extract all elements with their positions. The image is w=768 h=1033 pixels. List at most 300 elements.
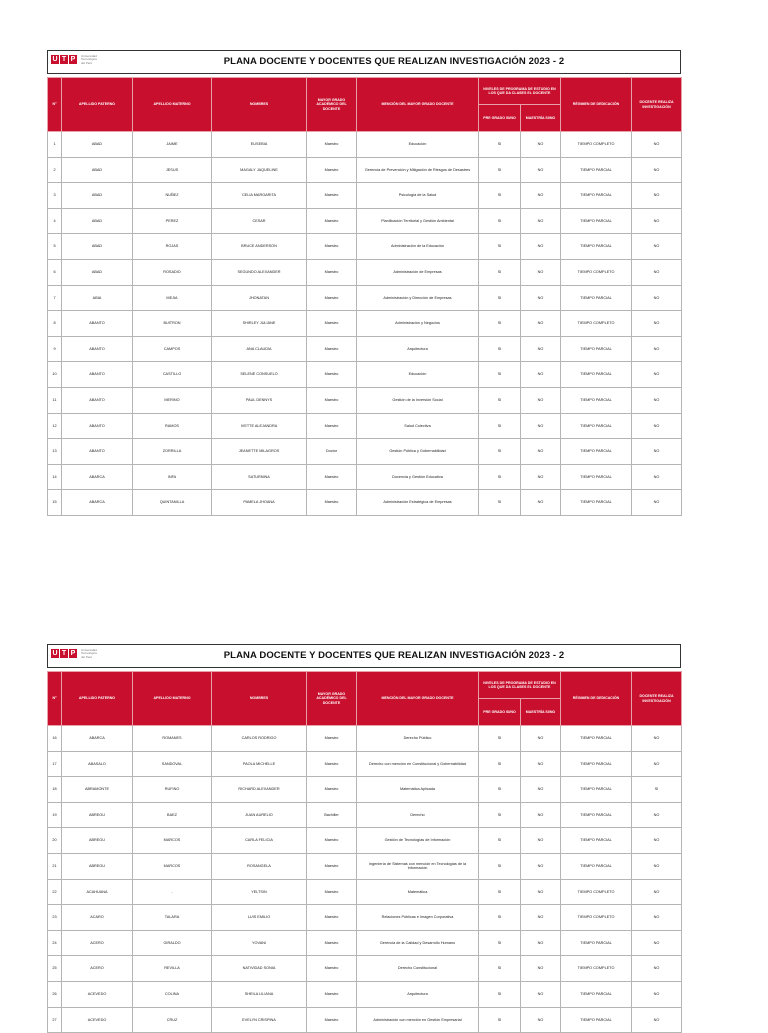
- table-row: [48, 413, 682, 439]
- cell-regimen: TIEMPO PARCIAL: [561, 726, 632, 752]
- cell-apellido-materno: MARCOS: [133, 828, 212, 854]
- cell-pregrado: SI: [479, 234, 521, 260]
- cell-investiga: NO: [632, 183, 682, 209]
- cell-pregrado: SI: [479, 1007, 521, 1033]
- cell-num: 6: [48, 259, 62, 285]
- cell-grado: Maestro: [307, 285, 357, 311]
- cell-apellido-materno: RAMOS: [133, 413, 212, 439]
- cell-maestria: NO: [521, 1007, 561, 1033]
- cell-pregrado: SI: [479, 490, 521, 516]
- cell-maestria: NO: [521, 490, 561, 516]
- table-row: [48, 905, 682, 931]
- cell-maestria: NO: [521, 777, 561, 803]
- page-title: PLANA DOCENTE Y DOCENTES QUE REALIZAN INVESTIGACIÓN 2023 - 2: [223, 650, 565, 661]
- table-row: [48, 751, 682, 777]
- cell-num: 3: [48, 183, 62, 209]
- table-row: [48, 490, 682, 516]
- cell-maestria: NO: [521, 234, 561, 260]
- cell-maestria: NO: [521, 387, 561, 413]
- cell-pregrado: SI: [479, 464, 521, 490]
- cell-mencion: Gestión Pública y Gobernabilidad: [357, 439, 479, 465]
- cell-num: 20: [48, 828, 62, 854]
- cell-nombres: JEANETTE MILAGROS: [212, 439, 307, 465]
- cell-num: 27: [48, 1007, 62, 1033]
- cell-pregrado: SI: [479, 413, 521, 439]
- cell-maestria: NO: [521, 336, 561, 362]
- cell-apellido-paterno: ACERO: [62, 930, 133, 956]
- cell-pregrado: SI: [479, 853, 521, 879]
- cell-apellido-materno: QUINTANILLA: [133, 490, 212, 516]
- cell-maestria: NO: [521, 183, 561, 209]
- cell-nombres: SELENE CONSUELO: [212, 362, 307, 388]
- cell-mencion: Matemática: [357, 879, 479, 905]
- cell-regimen: TIEMPO PARCIAL: [561, 208, 632, 234]
- cell-nombres: JHONATAN: [212, 285, 307, 311]
- cell-mencion: Ingeniería de Sistemas con mención en Tecnologías de la Información: [357, 853, 479, 879]
- cell-regimen: TIEMPO PARCIAL: [561, 387, 632, 413]
- header-niveles: NIVELES DE PROGRAMA DE ESTUDIO EN LOS QUE DA CLASES EL DOCENTE: [479, 78, 561, 105]
- cell-regimen: TIEMPO PARCIAL: [561, 981, 632, 1007]
- cell-investiga: NO: [632, 1007, 682, 1033]
- header-nombres: NOMBRES: [212, 672, 307, 726]
- cell-regimen: TIEMPO PARCIAL: [561, 751, 632, 777]
- cell-grado: Maestro: [307, 183, 357, 209]
- utp-logo: [51, 55, 99, 65]
- cell-investiga: NO: [632, 828, 682, 854]
- cell-pregrado: SI: [479, 183, 521, 209]
- table-row: [48, 726, 682, 752]
- cell-regimen: TIEMPO COMPLETO: [561, 879, 632, 905]
- cell-apellido-materno: BUITRON: [133, 311, 212, 337]
- cell-apellido-materno: JAIME: [133, 132, 212, 158]
- cell-grado: Maestro: [307, 956, 357, 982]
- cell-apellido-paterno: ABAD: [62, 183, 133, 209]
- cell-pregrado: SI: [479, 311, 521, 337]
- cell-investiga: NO: [632, 208, 682, 234]
- cell-pregrado: SI: [479, 387, 521, 413]
- cell-nombres: EVELYN CRISPINA: [212, 1007, 307, 1033]
- cell-grado: Maestro: [307, 234, 357, 260]
- cell-grado: Maestro: [307, 490, 357, 516]
- cell-nombres: MAGALY JAQUELINE: [212, 157, 307, 183]
- cell-investiga: NO: [632, 751, 682, 777]
- cell-regimen: TIEMPO PARCIAL: [561, 464, 632, 490]
- cell-investiga: NO: [632, 336, 682, 362]
- table-row: [48, 362, 682, 388]
- cell-investiga: NO: [632, 362, 682, 388]
- cell-regimen: TIEMPO PARCIAL: [561, 285, 632, 311]
- cell-mencion: Derecho: [357, 802, 479, 828]
- cell-investiga: NO: [632, 464, 682, 490]
- table-row: [48, 387, 682, 413]
- logo-letter: U: [52, 650, 58, 658]
- cell-apellido-materno: SANDOVAL: [133, 751, 212, 777]
- cell-pregrado: SI: [479, 157, 521, 183]
- cell-grado: Doctor: [307, 439, 357, 465]
- cell-num: 18: [48, 777, 62, 803]
- cell-nombres: BRUCE ANDERSON: [212, 234, 307, 260]
- cell-num: 26: [48, 981, 62, 1007]
- cell-apellido-paterno: ABAD: [62, 208, 133, 234]
- cell-pregrado: SI: [479, 208, 521, 234]
- cell-num: 14: [48, 464, 62, 490]
- logo-subtitle: Universidad Tecnológica del Perú: [81, 648, 97, 659]
- cell-investiga: NO: [632, 234, 682, 260]
- cell-pregrado: SI: [479, 802, 521, 828]
- cell-nombres: LUIS EMILIO: [212, 905, 307, 931]
- cell-mencion: Derecho con mención en Constitucional y Gobernabilidad: [357, 751, 479, 777]
- table-row: [48, 828, 682, 854]
- cell-nombres: CARLA FELICIA: [212, 828, 307, 854]
- cell-nombres: SHIRLEY JULIANE: [212, 311, 307, 337]
- cell-pregrado: SI: [479, 930, 521, 956]
- cell-mencion: Docencia y Gestión Educativa: [357, 464, 479, 490]
- cell-apellido-materno: MEJIA: [133, 285, 212, 311]
- cell-apellido-materno: JESUS: [133, 157, 212, 183]
- cell-apellido-paterno: ABARCA: [62, 464, 133, 490]
- cell-apellido-materno: RUFINO: [133, 777, 212, 803]
- page-title: PLANA DOCENTE Y DOCENTES QUE REALIZAN INVESTIGACIÓN 2023 - 2: [223, 56, 565, 67]
- cell-mencion: Gestión de la Inversión Social: [357, 387, 479, 413]
- header-investiga: DOCENTE REALIZA INVESTIGACIÓN: [632, 672, 682, 726]
- cell-pregrado: SI: [479, 362, 521, 388]
- cell-apellido-materno: REVILLA: [133, 956, 212, 982]
- cell-mencion: Derecho Público: [357, 726, 479, 752]
- cell-regimen: TIEMPO PARCIAL: [561, 362, 632, 388]
- cell-nombres: CELIA MARGARITA: [212, 183, 307, 209]
- cell-regimen: TIEMPO PARCIAL: [561, 413, 632, 439]
- cell-grado: Maestro: [307, 464, 357, 490]
- table-row: [48, 183, 682, 209]
- cell-investiga: NO: [632, 387, 682, 413]
- cell-apellido-paterno: ABAD: [62, 157, 133, 183]
- cell-regimen: TIEMPO COMPLETO: [561, 905, 632, 931]
- header-num: N°: [48, 672, 62, 726]
- cell-regimen: TIEMPO PARCIAL: [561, 234, 632, 260]
- cell-investiga: NO: [632, 905, 682, 931]
- cell-regimen: TIEMPO COMPLETO: [561, 259, 632, 285]
- cell-pregrado: SI: [479, 777, 521, 803]
- cell-apellido-materno: COLINA: [133, 981, 212, 1007]
- cell-maestria: NO: [521, 930, 561, 956]
- cell-mencion: Gerencia de la Calidad y Desarrollo Humano: [357, 930, 479, 956]
- cell-maestria: NO: [521, 362, 561, 388]
- cell-maestria: NO: [521, 802, 561, 828]
- cell-mencion: Psicología de la Salud: [357, 183, 479, 209]
- cell-grado: Maestro: [307, 726, 357, 752]
- cell-nombres: SHEILA LILIANA: [212, 981, 307, 1007]
- cell-grado: Maestro: [307, 828, 357, 854]
- cell-num: 1: [48, 132, 62, 158]
- cell-investiga: NO: [632, 132, 682, 158]
- title-bar: [47, 644, 681, 668]
- cell-num: 9: [48, 336, 62, 362]
- logo-letter: T: [61, 56, 67, 64]
- logo-letter: U: [52, 56, 58, 64]
- cell-mencion: Planificación Territorial y Gestión Ambiental: [357, 208, 479, 234]
- cell-pregrado: SI: [479, 828, 521, 854]
- cell-maestria: NO: [521, 208, 561, 234]
- header-nombres: NOMBRES: [212, 78, 307, 132]
- header-regimen: RÉGIMEN DE DEDICACIÓN: [561, 78, 632, 132]
- table-row: [48, 439, 682, 465]
- cell-pregrado: SI: [479, 905, 521, 931]
- cell-grado: Maestro: [307, 853, 357, 879]
- cell-apellido-materno: GIRALDO: [133, 930, 212, 956]
- cell-apellido-paterno: ACEVEDO: [62, 981, 133, 1007]
- table-row: [48, 956, 682, 982]
- cell-apellido-paterno: ABAD: [62, 259, 133, 285]
- cell-mencion: Administración de la Educación: [357, 234, 479, 260]
- cell-regimen: TIEMPO COMPLETO: [561, 132, 632, 158]
- cell-apellido-paterno: ABANTO: [62, 413, 133, 439]
- header-pregrado: PRE GRADO SI/NO: [479, 699, 521, 726]
- cell-apellido-paterno: ABANTO: [62, 439, 133, 465]
- cell-regimen: TIEMPO PARCIAL: [561, 336, 632, 362]
- cell-nombres: CESAR: [212, 208, 307, 234]
- cell-maestria: NO: [521, 439, 561, 465]
- cell-num: 21: [48, 853, 62, 879]
- cell-apellido-paterno: ACEVEDO: [62, 1007, 133, 1033]
- cell-regimen: TIEMPO PARCIAL: [561, 439, 632, 465]
- logo-letter: T: [61, 650, 67, 658]
- header-apellido-paterno: APELLIDO PATERNO: [62, 672, 133, 726]
- cell-maestria: NO: [521, 285, 561, 311]
- logo-letter: P: [70, 56, 76, 64]
- cell-num: 2: [48, 157, 62, 183]
- cell-apellido-paterno: ABANTO: [62, 336, 133, 362]
- cell-investiga: NO: [632, 802, 682, 828]
- cell-apellido-materno: ZORRILLA: [133, 439, 212, 465]
- cell-apellido-paterno: ABIA: [62, 285, 133, 311]
- cell-grado: Maestro: [307, 879, 357, 905]
- cell-maestria: NO: [521, 828, 561, 854]
- cell-num: 19: [48, 802, 62, 828]
- cell-investiga: NO: [632, 157, 682, 183]
- table-row: [48, 208, 682, 234]
- faculty-table: [47, 77, 682, 516]
- cell-mencion: Gestión de Tecnologías de Información: [357, 828, 479, 854]
- cell-apellido-paterno: ABAD: [62, 234, 133, 260]
- cell-investiga: NO: [632, 853, 682, 879]
- cell-apellido-materno: CASTILLO: [133, 362, 212, 388]
- cell-nombres: JUAN AURELIO: [212, 802, 307, 828]
- cell-maestria: NO: [521, 259, 561, 285]
- cell-nombres: SEGUNDO ALEXANDER: [212, 259, 307, 285]
- document-page-2: [47, 644, 681, 1033]
- cell-mencion: Administración de Empresas: [357, 259, 479, 285]
- cell-maestria: NO: [521, 879, 561, 905]
- cell-grado: Maestro: [307, 157, 357, 183]
- cell-apellido-paterno: ABANTO: [62, 387, 133, 413]
- header-grado: MAYOR GRADO ACADÉMICO DEL DOCENTE: [307, 78, 357, 132]
- cell-maestria: NO: [521, 464, 561, 490]
- cell-regimen: TIEMPO PARCIAL: [561, 183, 632, 209]
- cell-num: 12: [48, 413, 62, 439]
- title-bar: [47, 50, 681, 74]
- cell-mencion: Relaciones Públicas e Imagen Corporativa: [357, 905, 479, 931]
- table-row: [48, 981, 682, 1007]
- cell-pregrado: SI: [479, 132, 521, 158]
- cell-pregrado: SI: [479, 439, 521, 465]
- table-row: [48, 930, 682, 956]
- table-row: [48, 234, 682, 260]
- cell-maestria: NO: [521, 751, 561, 777]
- header-num: N°: [48, 78, 62, 132]
- table-row: [48, 132, 682, 158]
- cell-mencion: Gerencia de Prevención y Mitigación de Riesgos de Desastres: [357, 157, 479, 183]
- cell-grado: Maestro: [307, 132, 357, 158]
- cell-mencion: Administración y Dirección de Empresas: [357, 285, 479, 311]
- header-regimen: RÉGIMEN DE DEDICACIÓN: [561, 672, 632, 726]
- cell-maestria: NO: [521, 853, 561, 879]
- header-pregrado: PRE GRADO SI/NO: [479, 105, 521, 132]
- cell-investiga: NO: [632, 930, 682, 956]
- cell-grado: Maestro: [307, 208, 357, 234]
- cell-grado: Maestro: [307, 751, 357, 777]
- cell-regimen: TIEMPO PARCIAL: [561, 777, 632, 803]
- cell-apellido-materno: CAMPOS: [133, 336, 212, 362]
- cell-apellido-materno: CRUZ: [133, 1007, 212, 1033]
- cell-mencion: Salud Colectiva: [357, 413, 479, 439]
- cell-grado: Maestro: [307, 413, 357, 439]
- cell-investiga: NO: [632, 413, 682, 439]
- cell-regimen: TIEMPO COMPLETO: [561, 311, 632, 337]
- cell-apellido-paterno: ABAD: [62, 132, 133, 158]
- cell-mencion: Arquitectura: [357, 981, 479, 1007]
- utp-logo: [51, 649, 99, 659]
- cell-apellido-paterno: ABREGU: [62, 828, 133, 854]
- cell-maestria: NO: [521, 132, 561, 158]
- cell-grado: Maestro: [307, 930, 357, 956]
- table-row: [48, 853, 682, 879]
- header-apellido-paterno: APELLIDO PATERNO: [62, 78, 133, 132]
- cell-grado: Maestro: [307, 336, 357, 362]
- cell-mencion: Administración con mención en Gestión Empresarial: [357, 1007, 479, 1033]
- cell-pregrado: SI: [479, 879, 521, 905]
- cell-investiga: NO: [632, 490, 682, 516]
- cell-mencion: Matemática Aplicada: [357, 777, 479, 803]
- header-maestria: MAESTRÍA SI/NO: [521, 699, 561, 726]
- cell-mencion: Derecho Constitucional: [357, 956, 479, 982]
- cell-pregrado: SI: [479, 956, 521, 982]
- cell-regimen: TIEMPO PARCIAL: [561, 490, 632, 516]
- cell-grado: Maestro: [307, 1007, 357, 1033]
- cell-num: 17: [48, 751, 62, 777]
- cell-investiga: NO: [632, 981, 682, 1007]
- cell-apellido-materno: NUÑEZ: [133, 183, 212, 209]
- table-row: [48, 336, 682, 362]
- header-maestria: MAESTRÍA SI/NO: [521, 105, 561, 132]
- cell-investiga: SI: [632, 777, 682, 803]
- header-apellido-materno: APELLIDO MATERNO: [133, 672, 212, 726]
- cell-pregrado: SI: [479, 751, 521, 777]
- cell-num: 5: [48, 234, 62, 260]
- cell-investiga: NO: [632, 311, 682, 337]
- cell-investiga: NO: [632, 439, 682, 465]
- logo-letter: P: [70, 650, 76, 658]
- cell-regimen: TIEMPO PARCIAL: [561, 157, 632, 183]
- cell-nombres: IVETTE ALEJANDRA: [212, 413, 307, 439]
- cell-apellido-materno: BAEZ: [133, 802, 212, 828]
- cell-num: 25: [48, 956, 62, 982]
- cell-apellido-paterno: ABRAMONTE: [62, 777, 133, 803]
- cell-nombres: CARLOS RODRIGO: [212, 726, 307, 752]
- cell-grado: Maestro: [307, 777, 357, 803]
- document-page-1: [47, 50, 681, 516]
- cell-apellido-paterno: ABREGU: [62, 853, 133, 879]
- cell-num: 8: [48, 311, 62, 337]
- cell-apellido-materno: ROMANES: [133, 726, 212, 752]
- cell-regimen: TIEMPO PARCIAL: [561, 930, 632, 956]
- cell-maestria: NO: [521, 157, 561, 183]
- cell-mencion: Administración y Negocios: [357, 311, 479, 337]
- table-row: [48, 157, 682, 183]
- cell-apellido-materno: PEREZ: [133, 208, 212, 234]
- cell-maestria: NO: [521, 905, 561, 931]
- cell-maestria: NO: [521, 981, 561, 1007]
- cell-grado: Maestro: [307, 259, 357, 285]
- header-apellido-materno: APELLIDO MATERNO: [133, 78, 212, 132]
- cell-apellido-paterno: ABARCA: [62, 490, 133, 516]
- cell-apellido-paterno: ABANTO: [62, 362, 133, 388]
- cell-grado: Maestro: [307, 905, 357, 931]
- cell-apellido-materno: MARCOS: [133, 853, 212, 879]
- cell-mencion: Educación: [357, 362, 479, 388]
- cell-apellido-materno: ROJAS: [133, 234, 212, 260]
- cell-apellido-materno: TALARA: [133, 905, 212, 931]
- cell-regimen: TIEMPO COMPLETO: [561, 956, 632, 982]
- cell-nombres: PAMELA JHOANA: [212, 490, 307, 516]
- cell-apellido-materno: ROSADIO: [133, 259, 212, 285]
- cell-grado: Maestro: [307, 362, 357, 388]
- cell-nombres: SATURNINA: [212, 464, 307, 490]
- cell-nombres: YOVANI: [212, 930, 307, 956]
- header-mencion: MENCIÓN DEL MAYOR GRADO DOCENTE: [357, 78, 479, 132]
- cell-investiga: NO: [632, 956, 682, 982]
- header-grado: MAYOR GRADO ACADÉMICO DEL DOCENTE: [307, 672, 357, 726]
- cell-num: 10: [48, 362, 62, 388]
- cell-apellido-paterno: ACARO: [62, 905, 133, 931]
- cell-grado: Maestro: [307, 387, 357, 413]
- cell-apellido-materno: MERINO: [133, 387, 212, 413]
- cell-num: 15: [48, 490, 62, 516]
- cell-pregrado: SI: [479, 285, 521, 311]
- cell-investiga: NO: [632, 285, 682, 311]
- cell-investiga: NO: [632, 726, 682, 752]
- cell-nombres: EUSEBIA: [212, 132, 307, 158]
- table-row: [48, 879, 682, 905]
- cell-num: 22: [48, 879, 62, 905]
- cell-investiga: NO: [632, 879, 682, 905]
- cell-apellido-paterno: ACAHUANA: [62, 879, 133, 905]
- cell-grado: Maestro: [307, 981, 357, 1007]
- header-niveles: NIVELES DE PROGRAMA DE ESTUDIO EN LOS QUE DA CLASES EL DOCENTE: [479, 672, 561, 699]
- cell-regimen: TIEMPO PARCIAL: [561, 853, 632, 879]
- cell-regimen: TIEMPO PARCIAL: [561, 1007, 632, 1033]
- cell-apellido-materno: INFA: [133, 464, 212, 490]
- faculty-table: [47, 671, 682, 1033]
- cell-maestria: NO: [521, 311, 561, 337]
- cell-nombres: NATIVIDAD SONIA: [212, 956, 307, 982]
- cell-pregrado: SI: [479, 259, 521, 285]
- table-row: [48, 1007, 682, 1033]
- cell-num: 24: [48, 930, 62, 956]
- logo-subtitle: Universidad Tecnológica del Perú: [81, 54, 97, 65]
- cell-mencion: Administración Estratégica de Empresas: [357, 490, 479, 516]
- cell-regimen: TIEMPO PARCIAL: [561, 828, 632, 854]
- table-row: [48, 464, 682, 490]
